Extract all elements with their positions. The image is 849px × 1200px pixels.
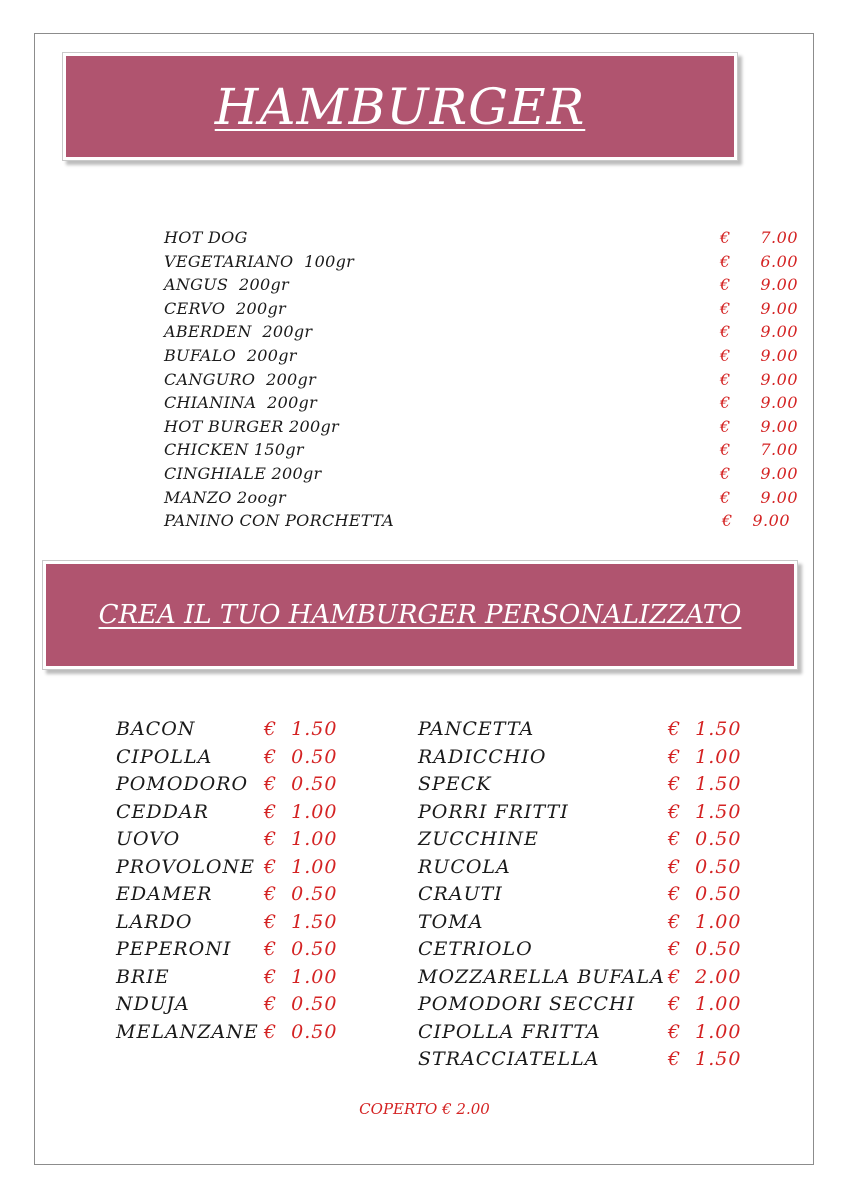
extra-item-name: BRIE [116,965,170,988]
menu-item [164,344,798,368]
extra-item-price: € 0.50 [668,855,742,878]
menu-item [164,226,798,250]
menu-item-name: CHICKEN 150gr [164,440,304,460]
extra-item [116,826,346,854]
extra-item [418,1046,748,1074]
menu-item [164,320,798,344]
extra-item [418,854,748,882]
menu-item-currency: € [720,228,731,247]
menu-item-price: 9.00 [760,416,798,436]
menu-item-currency: € [720,275,731,295]
extra-item [116,771,346,799]
extra-item [116,1019,346,1047]
menu-item [164,273,798,297]
menu-item-name: HOT DOG [164,228,248,247]
extra-item-price: € 0.50 [668,828,742,850]
extra-item-name: UOVO [116,828,181,850]
menu-item-price: 9.00 [760,369,798,389]
menu-item [164,415,798,439]
cover-charge-note: COPERTO € 2.00 [359,1100,490,1118]
menu-item-name: CINGHIALE 200gr [164,463,322,483]
menu-item-currency: € [720,440,731,460]
extra-item-name: CETRIOLO [418,938,533,960]
extra-item-price: € 0.50 [264,1020,338,1043]
burger-menu-list [164,226,798,533]
menu-item-price: 6.00 [760,251,798,271]
menu-item [164,391,798,415]
extra-item-name: RADICCHIO [418,745,547,768]
menu-item-name: MANZO 2oogr [164,487,286,507]
extra-item [418,716,748,744]
menu-item-currency: € [720,463,731,483]
extra-item-name: CIPOLLA [116,745,213,768]
extra-item [418,936,748,964]
menu-item-name: VEGETARIANO 100gr [164,251,355,271]
menu-item-price: 9.00 [760,275,798,295]
extra-item [116,854,346,882]
extra-item-price: € 1.00 [668,745,742,768]
extra-item-price: € 1.50 [668,800,742,823]
extra-item-name: SPECK [418,773,492,795]
extra-item [418,771,748,799]
extra-item [418,826,748,854]
extra-item-name: ZUCCHINE [418,828,539,850]
custom-section-title: CREA IL TUO HAMBURGER PERSONALIZZATO [98,600,742,630]
menu-item [164,486,798,510]
menu-item-currency: € [722,511,733,531]
extra-item-price: € 0.50 [264,993,338,1015]
extra-item-price: € 1.00 [668,910,742,933]
extra-item-price: € 1.00 [668,993,742,1015]
extra-item [418,881,748,909]
menu-item-price: 7.00 [760,228,798,247]
menu-item [164,462,798,486]
extra-item [418,1019,748,1047]
extra-item [116,964,346,992]
extra-item [116,991,346,1019]
extra-item-name: CIPOLLA FRITTA [418,1020,601,1043]
menu-item [164,297,798,321]
menu-item-price: 9.00 [760,487,798,507]
menu-item-currency: € [720,345,731,365]
extra-item [116,799,346,827]
extra-item-name: NDUJA [116,993,190,1015]
menu-item-price: 9.00 [760,393,798,413]
extra-item-price: € 1.00 [264,800,338,823]
menu-item [164,509,798,533]
menu-item-currency: € [720,322,731,342]
page-title: HAMBURGER [214,77,586,136]
extra-item-name: CEDDAR [116,800,209,823]
menu-item-price: 9.00 [760,298,798,318]
extra-item-price: € 1.00 [264,828,338,850]
extra-item-name: BACON [116,718,196,740]
extra-item-name: TOMA [418,910,484,933]
extra-item-price: € 1.50 [668,1048,742,1070]
extra-item-name: STRACCIATELLA [418,1048,600,1070]
extra-item-name: CRAUTI [418,883,503,905]
extra-item [116,936,346,964]
extra-item [418,909,748,937]
menu-item-name: CHIANINA 200gr [164,393,318,413]
menu-item-currency: € [720,298,731,318]
menu-item [164,250,798,274]
menu-item-price: 7.00 [760,440,798,460]
extra-item [116,716,346,744]
extra-item-name: EDAMER [116,883,213,905]
extra-item-name: POMODORO [116,773,249,795]
extra-item-name: MOZZARELLA BUFALA [418,965,665,988]
extra-item-price: € 1.00 [264,965,338,988]
menu-item-price: 9.00 [760,322,798,342]
menu-item-currency: € [720,393,731,413]
menu-item-name: CERVO 200gr [164,298,286,318]
extra-item-name: PROVOLONE [116,855,255,878]
menu-item-name: PANINO CON PORCHETTA [164,511,394,531]
menu-item-currency: € [720,369,731,389]
extra-item-price: € 1.50 [264,718,338,740]
extra-item-price: € 1.00 [264,855,338,878]
extra-item [418,799,748,827]
extra-item-price: € 1.50 [668,773,742,795]
menu-item-name: HOT BURGER 200gr [164,416,339,436]
menu-item-currency: € [720,251,731,271]
extra-item-price: € 1.50 [668,718,742,740]
extra-item [116,881,346,909]
extra-item-price: € 0.50 [264,773,338,795]
menu-item-currency: € [720,416,731,436]
extra-item-name: LARDO [116,910,193,933]
menu-item-price: 9.00 [752,511,790,531]
menu-item [164,368,798,392]
extra-item-price: € 1.50 [264,910,338,933]
extra-item-name: MELANZANE [116,1020,259,1043]
menu-item-price: 9.00 [760,345,798,365]
extra-item-name: PORRI FRITTI [418,800,569,823]
extra-item-price: € 0.50 [668,883,742,905]
extra-item-name: PANCETTA [418,718,535,740]
extra-item-price: € 0.50 [668,938,742,960]
menu-item-price: 9.00 [760,463,798,483]
extra-item [116,909,346,937]
menu-item-currency: € [720,487,731,507]
extra-item-price: € 0.50 [264,883,338,905]
custom-banner [46,564,794,666]
extra-item-name: RUCOLA [418,855,511,878]
extra-item [418,964,748,992]
extra-item-price: € 0.50 [264,745,338,768]
extra-item-price: € 1.00 [668,1020,742,1043]
extra-item [418,991,748,1019]
extras-list-right [418,716,748,1074]
extra-item-name: POMODORI SECCHI [418,993,636,1015]
menu-item-name: BUFALO 200gr [164,345,297,365]
extras-list-left [116,716,346,1046]
menu-item-name: CANGURO 200gr [164,369,317,389]
menu-item-name: ANGUS 200gr [164,275,289,295]
extra-item-name: PEPERONI [116,938,232,960]
extra-item [418,744,748,772]
menu-item-name: ABERDEN 200gr [164,322,313,342]
extra-item-price: € 0.50 [264,938,338,960]
title-banner [66,56,734,157]
extra-item-price: € 2.00 [668,965,742,988]
extra-item [116,744,346,772]
menu-item [164,438,798,462]
